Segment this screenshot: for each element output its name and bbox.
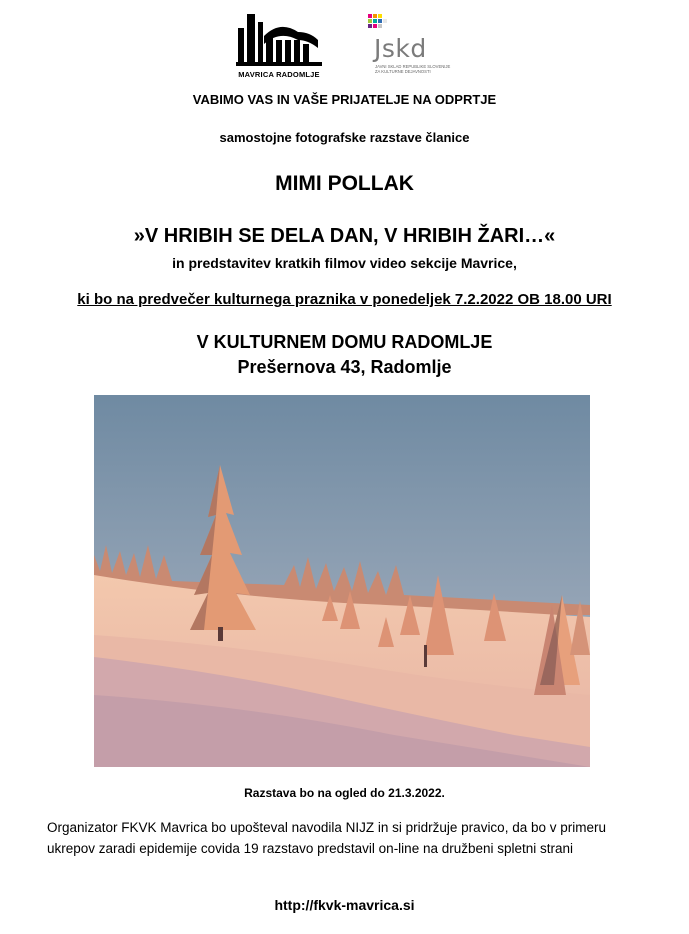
artist-name: MIMI POLLAK bbox=[275, 172, 414, 195]
venue: V KULTURNEM DOMU RADOMLJE bbox=[196, 332, 493, 352]
jskd-subtitle-line: ZA KULTURNE DEJAVNOSTI bbox=[375, 69, 431, 74]
date-line: ki bo na predvečer kulturnega praznika v ponedeljek 7.2.2022 OB 18.00 URI bbox=[77, 291, 612, 308]
mavrica-logo-text: MAVRICA RADOMLJE bbox=[238, 70, 320, 79]
jskd-logo-subtitle bbox=[375, 64, 455, 74]
exhibition-type: samostojne fotografske razstave članice bbox=[219, 130, 470, 145]
jskd-logo-name: Jskd bbox=[374, 34, 427, 63]
exhibition-caption: Razstava bo na ogled do 21.3.2022. bbox=[244, 786, 445, 800]
invitation-line: VABIMO VAS IN VAŠE PRIJATELJE NA ODPRTJE bbox=[192, 92, 497, 107]
exhibition-title: »V HRIBIH SE DELA DAN, V HRIBIH ŽARI…« bbox=[133, 225, 556, 247]
snowy-landscape-photo bbox=[94, 395, 590, 767]
address: Prešernova 43, Radomlje bbox=[237, 357, 452, 377]
website-link[interactable]: http://fkvk-mavrica.si bbox=[274, 897, 415, 913]
jskd-logo bbox=[366, 12, 456, 74]
jskd-subtitle-line: JAVNI SKLAD REPUBLIKE SLOVENIJE bbox=[375, 64, 451, 69]
program-line: in predstavitev kratkih filmov video sekcije Mavrice, bbox=[172, 255, 517, 271]
mavrica-emblem-icon bbox=[236, 10, 322, 68]
organizer-note: Organizator FKVK Mavrica bo upošteval navodila NIJZ in si pridržuje pravico, da bo v primeru ukrepov zaradi epidemije covida 19 razstavo predstavil on-line na družbeni spletni strani bbox=[47, 820, 606, 856]
mavrica-logo bbox=[236, 10, 322, 80]
